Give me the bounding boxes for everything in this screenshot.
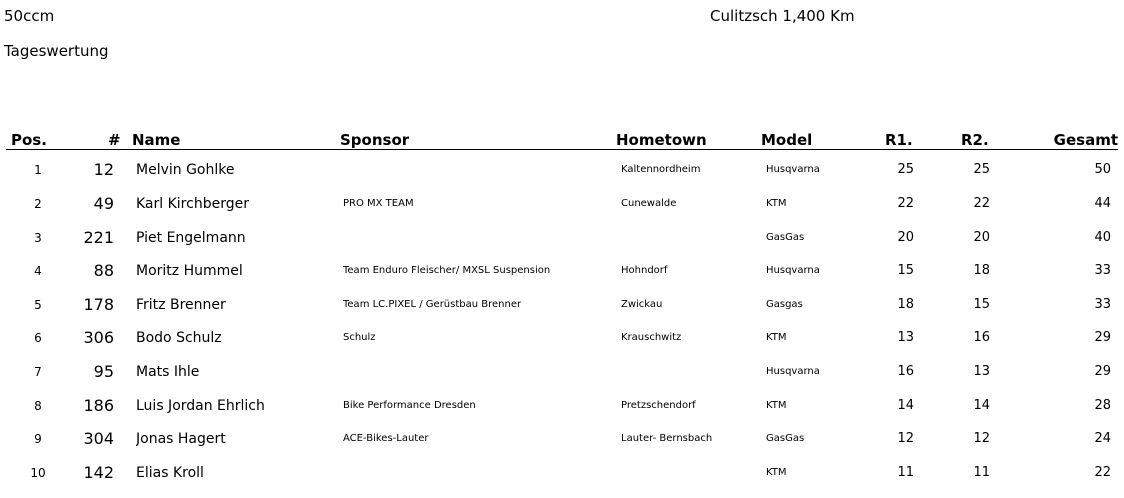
row-number: 88 — [93, 261, 114, 280]
row-r1: 22 — [897, 196, 914, 211]
table-row — [0, 254, 1124, 288]
header-number: # — [108, 131, 121, 149]
class-title: 50ccm — [4, 7, 55, 25]
row-name: Moritz Hummel — [136, 263, 243, 279]
row-sponsor: Bike Performance Dresden — [343, 400, 476, 411]
row-r2: 12 — [973, 431, 990, 446]
row-total: 50 — [1094, 162, 1111, 177]
row-sponsor: PRO MX TEAM — [343, 198, 414, 209]
track-info: Culitzsch 1,400 Km — [710, 7, 855, 25]
header-total: Gesamt — [1053, 131, 1118, 149]
header-r2: R2. — [961, 131, 989, 149]
row-hometown — [621, 456, 757, 490]
row-total: 40 — [1094, 230, 1111, 245]
row-pos: 4 — [34, 264, 42, 278]
row-name: Mats Ihle — [136, 364, 200, 380]
row-hometown: Kaltennordheim — [621, 164, 701, 175]
results-subtitle: Tageswertung — [4, 42, 109, 60]
row-hometown: Hohndorf — [621, 265, 668, 276]
row-pos: 3 — [34, 231, 42, 245]
row-hometown — [621, 355, 757, 389]
row-name: Bodo Schulz — [136, 330, 222, 346]
row-pos: 8 — [34, 399, 42, 413]
row-r1: 20 — [897, 230, 914, 245]
table-row — [0, 355, 1124, 389]
row-pos: 7 — [34, 365, 42, 379]
table-row — [0, 389, 1124, 423]
header-sponsor: Sponsor — [340, 131, 410, 149]
table-row — [0, 221, 1124, 255]
row-pos: 9 — [34, 432, 42, 446]
row-model: Husqvarna — [766, 265, 820, 276]
row-hometown: Lauter- Bernsbach — [621, 433, 713, 444]
row-sponsor: ACE-Bikes-Lauter — [343, 433, 429, 444]
row-pos: 1 — [34, 163, 42, 177]
row-total: 33 — [1094, 297, 1111, 312]
row-model: GasGas — [766, 232, 805, 243]
row-model: GasGas — [766, 433, 805, 444]
row-number: 221 — [83, 228, 114, 247]
row-r2: 13 — [973, 364, 990, 379]
row-model: Husqvarna — [766, 366, 820, 377]
row-hometown — [621, 221, 757, 255]
row-r1: 25 — [897, 162, 914, 177]
table-header — [0, 130, 1124, 150]
row-model: KTM — [766, 400, 787, 411]
row-name: Jonas Hagert — [136, 431, 226, 447]
row-number: 95 — [93, 362, 114, 381]
row-r1: 14 — [897, 398, 914, 413]
row-r1: 15 — [897, 263, 914, 278]
row-pos: 5 — [34, 298, 42, 312]
row-r2: 22 — [973, 196, 990, 211]
row-r1: 13 — [897, 330, 914, 345]
row-total: 29 — [1094, 364, 1111, 379]
row-model: KTM — [766, 467, 787, 478]
row-number: 304 — [83, 429, 114, 448]
row-r2: 16 — [973, 330, 990, 345]
row-number: 306 — [83, 328, 114, 347]
row-r2: 25 — [973, 162, 990, 177]
row-r1: 18 — [897, 297, 914, 312]
row-number: 178 — [83, 295, 114, 314]
row-pos: 2 — [34, 197, 42, 211]
row-name: Melvin Gohlke — [136, 162, 235, 178]
row-total: 33 — [1094, 263, 1111, 278]
row-total: 29 — [1094, 330, 1111, 345]
header-divider — [6, 149, 1118, 150]
row-sponsor: Schulz — [343, 332, 376, 343]
row-r2: 11 — [973, 465, 990, 480]
row-model: Husqvarna — [766, 164, 820, 175]
row-r2: 14 — [973, 398, 990, 413]
row-name: Fritz Brenner — [136, 297, 226, 313]
row-model: Gasgas — [766, 299, 803, 310]
header-pos: Pos. — [11, 131, 47, 149]
row-r2: 18 — [973, 263, 990, 278]
table-row — [0, 153, 1124, 187]
row-name: Karl Kirchberger — [136, 196, 249, 212]
row-hometown: Zwickau — [621, 299, 663, 310]
header-name: Name — [132, 131, 181, 149]
table-row — [0, 456, 1124, 490]
row-sponsor: Team Enduro Fleischer/ MXSL Suspension — [343, 265, 551, 276]
row-sponsor — [343, 355, 613, 389]
row-total: 28 — [1094, 398, 1111, 413]
row-name: Luis Jordan Ehrlich — [136, 398, 265, 414]
header-model: Model — [761, 131, 813, 149]
row-pos: 6 — [34, 331, 42, 345]
row-total: 22 — [1094, 465, 1111, 480]
row-number: 186 — [83, 396, 114, 415]
row-total: 24 — [1094, 431, 1111, 446]
row-hometown: Cunewalde — [621, 198, 677, 209]
row-r2: 20 — [973, 230, 990, 245]
row-r1: 12 — [897, 431, 914, 446]
table-row — [0, 321, 1124, 355]
row-pos: 10 — [30, 466, 46, 480]
row-name: Elias Kroll — [136, 465, 204, 481]
row-sponsor — [343, 221, 613, 255]
row-sponsor — [343, 456, 613, 490]
row-model: KTM — [766, 332, 787, 343]
row-number: 49 — [93, 194, 114, 213]
table-row — [0, 422, 1124, 456]
row-number: 142 — [83, 463, 114, 482]
row-total: 44 — [1094, 196, 1111, 211]
table-row — [0, 288, 1124, 322]
row-r1: 11 — [897, 465, 914, 480]
row-sponsor — [343, 153, 613, 187]
header-hometown: Hometown — [616, 131, 707, 149]
row-r2: 15 — [973, 297, 990, 312]
row-hometown: Pretzschendorf — [621, 400, 696, 411]
row-r1: 16 — [897, 364, 914, 379]
row-name: Piet Engelmann — [136, 230, 246, 246]
row-hometown: Krauschwitz — [621, 332, 682, 343]
row-number: 12 — [93, 160, 114, 179]
header-r1: R1. — [885, 131, 913, 149]
row-model: KTM — [766, 198, 787, 209]
row-sponsor: Team LC.PIXEL / Gerüstbau Brenner — [343, 299, 522, 310]
table-row — [0, 187, 1124, 221]
